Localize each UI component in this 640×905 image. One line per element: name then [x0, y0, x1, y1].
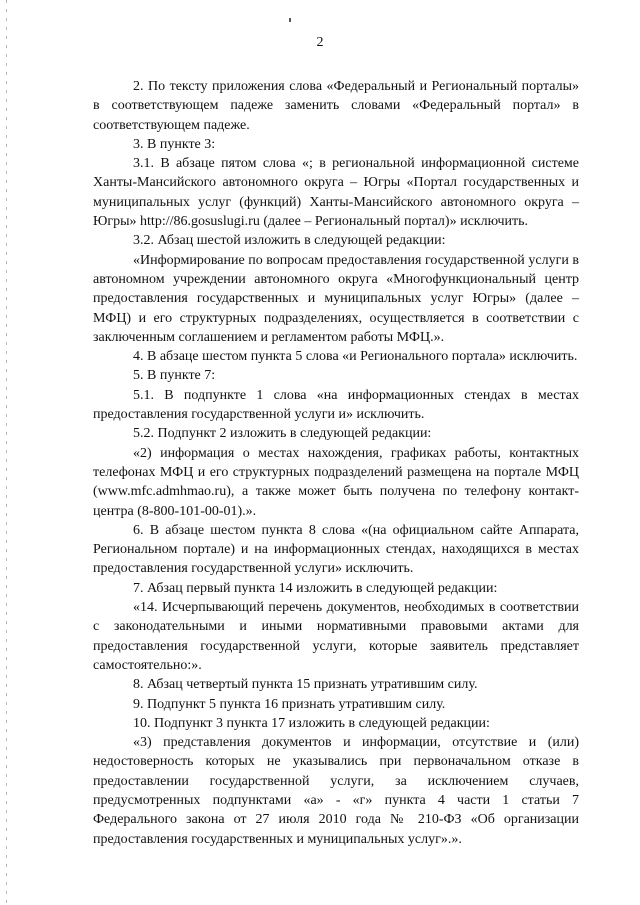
paragraph-item-5-2: 5.2. Подпункт 2 изложить в следующей редакции: — [133, 426, 432, 442]
document-body — [93, 77, 579, 849]
paragraph-item-7: 7. Абзац первый пункта 14 изложить в следующей редакции: — [133, 580, 498, 596]
paragraph-quote-informing: «Информирование по вопросам предоставления государственной услуги в автономном учреждении автономного округа «Многофункциональный центр предоставления государственных и муниципальных услуг Югры» (далее – МФЦ) и его структурных подразделениях, осуществляется в соответствии с заключенным соглашением и регламентом работы МФЦ.». — [93, 252, 579, 345]
paragraph-item-5: 5. В пункте 7: — [133, 368, 216, 384]
paragraph-quote-subpoint-3: «3) представления документов и информации, отсутствие и (или) недостоверность которых не указывались при первоначальном отказе в предоставлении государственной услуги, за исключением случаев, предусмотренных подпунктами «а» - «г» пункта 4 части 1 статьи 7 Федерального закона от 27 июля 2010 года № 210-ФЗ «Об организации предоставления государственных и муниципальных услуг».». — [93, 735, 579, 847]
paragraph-item-3-1: 3.1. В абзаце пятом слова «; в региональной информационной системе Ханты-Мансийского автономного округа – Югры «Портал государственных и муниципальных услуг (функций) Ханты-Мансийского автономного округа – Югры» http://86.gosuslugi.ru (далее – Региональный портал)» исключить. — [93, 156, 579, 230]
paragraph-item-5-1: 5.1. В подпункте 1 слова «на информационных стендах в местах предоставления государственной услуги и» исключить. — [93, 387, 579, 423]
scan-edge-artifact — [6, 0, 7, 905]
paragraph-item-3: 3. В пункте 3: — [133, 136, 216, 152]
scan-speck — [289, 18, 291, 22]
paragraph-item-8: 8. Абзац четвертый пункта 15 признать утратившим силу. — [133, 677, 478, 693]
paragraph-quote-point-14: «14. Исчерпывающий перечень документов, необходимых в соответствии с законодательными и иными нормативными правовыми актами для предоставления государственной услуги, которые заявитель представляет самостоятельно:». — [93, 600, 579, 673]
paragraph-item-6: 6. В абзаце шестом пункта 8 слова «(на официальном сайте Аппарата, Региональном портале) и на информационных стендах, находящихся в местах предоставления государственной услуги» исключить. — [93, 522, 579, 577]
paragraph-item-10: 10. Подпункт 3 пункта 17 изложить в следующей редакции: — [133, 715, 490, 731]
paragraph-item-9: 9. Подпункт 5 пункта 16 признать утратившим силу. — [133, 696, 446, 712]
paragraph-item-4: 4. В абзаце шестом пункта 5 слова «и Регионального портала» исключить. — [133, 349, 578, 365]
page-number: 2 — [316, 35, 324, 50]
paragraph-quote-subpoint-2: «2) информация о местах нахождения, графиках работы, контактных телефонах МФЦ и его структурных подразделений размещена на портале МФЦ (www.mfc.admhmao.ru), а также может быть получена по телефону контакт-центра (8-800-101-00-01).». — [93, 445, 579, 519]
paragraph-item-2: 2. По тексту приложения слова «Федеральный и Региональный порталы» в соответствующем падеже заменить словами «Федеральный портал» в соответствующем падеже. — [93, 79, 579, 133]
paragraph-item-3-2: 3.2. Абзац шестой изложить в следующей редакции: — [133, 233, 446, 249]
